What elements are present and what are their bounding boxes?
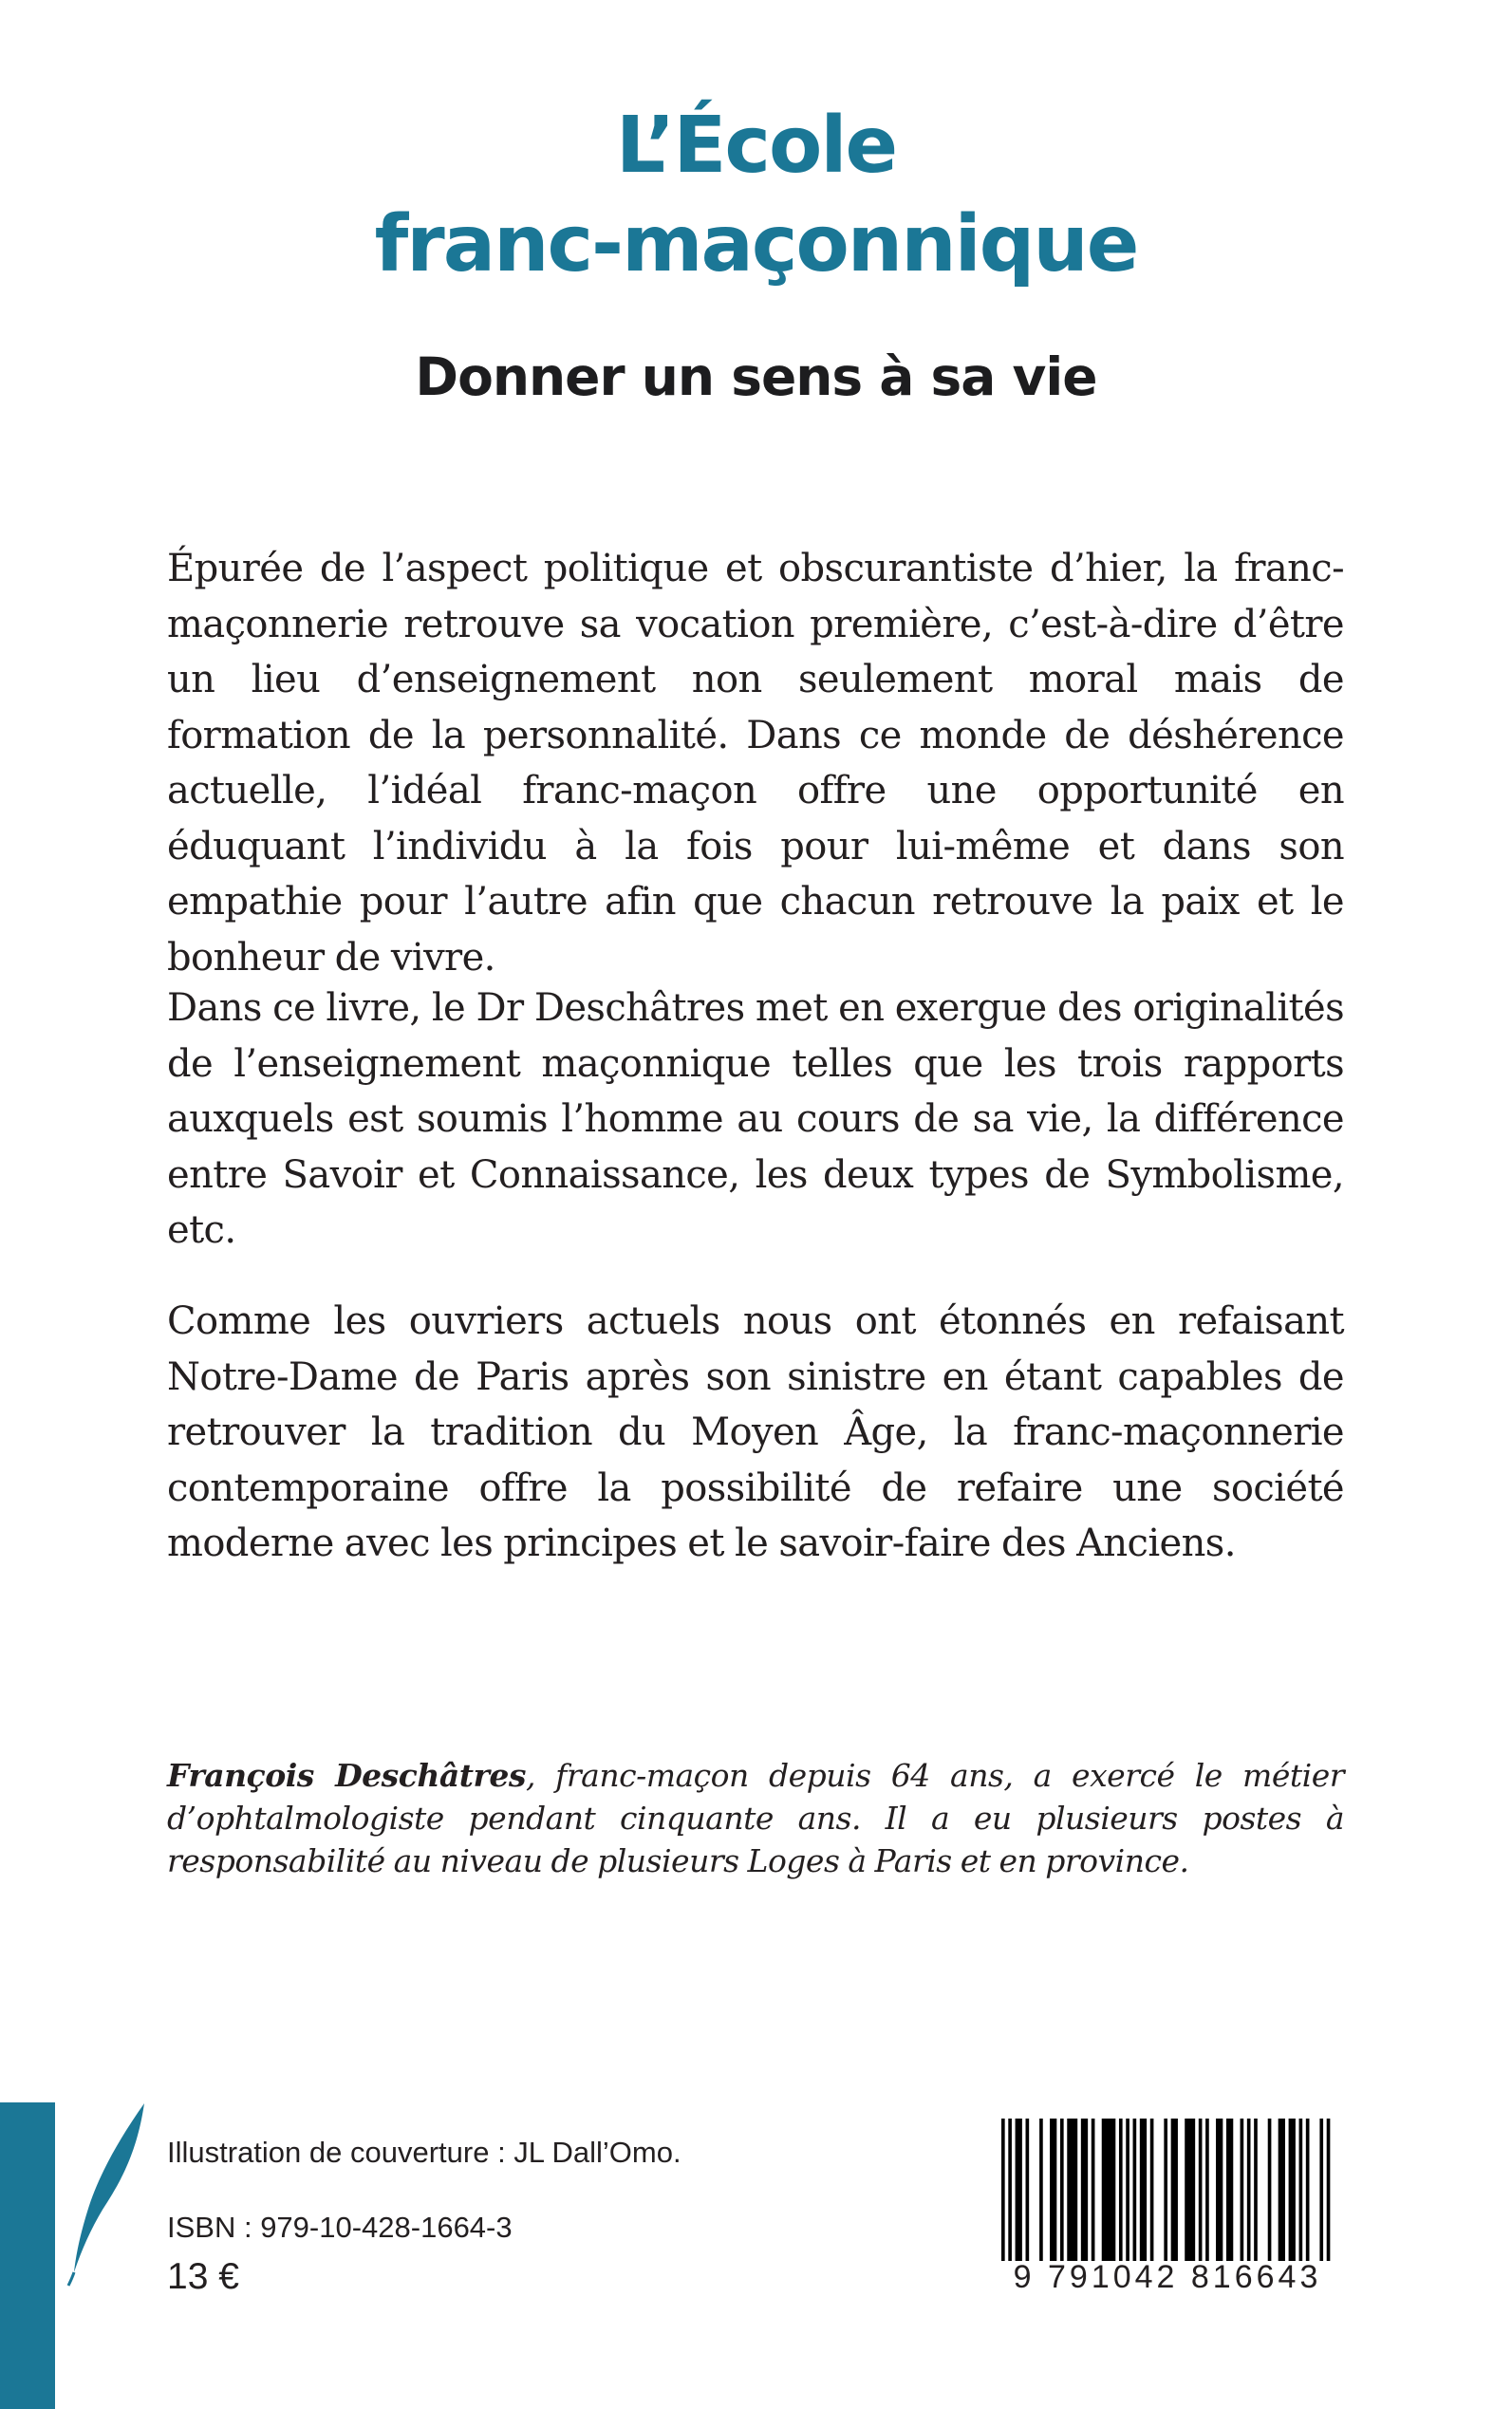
barcode-bar [1126,2119,1129,2261]
barcode-bar [1319,2119,1323,2261]
barcode-bar [1016,2119,1022,2261]
blurb-paragraph-2: Dans ce livre, le Dr Deschâtres met en exergue des originalités de l’enseignement maçonnique telles que les trois rapports auxquels est soumis l’homme au cours de sa vie, la différence entre Savoir et Connaissance, les deux types de Symbolisme, etc. [167,986,1344,1252]
barcode-bar [1299,2119,1303,2261]
barcode-bar [1185,2119,1195,2261]
price-label: 13 € [167,2256,239,2297]
barcode-bar [1081,2119,1088,2261]
barcode-bar [1241,2119,1244,2261]
barcode-bar [1067,2119,1077,2261]
barcode-bar [1205,2119,1209,2261]
author-name: François Deschâtres [167,1757,526,1794]
barcode-bar [1216,2119,1223,2261]
author-bio-text: , franc-maçon depuis 64 ans, a exercé le métier d’ophtalmologiste pendant cinquante ans. Il a eu plusieurs postes à responsabilité au niveau de plusieurs Loges à Paris et en province. [167,1757,1344,1879]
barcode-bar [1279,2119,1285,2261]
barcode-bar [1306,2119,1310,2261]
barcode-bar [1226,2119,1233,2261]
barcode-bar [1164,2119,1167,2261]
barcode-bar [1039,2119,1043,2261]
barcode-bar [1060,2119,1064,2261]
barcode-digits: 9 791042 816643 [1013,2259,1322,2295]
barcode-bars [1001,2119,1334,2261]
barcode-bar [1268,2119,1272,2261]
barcode-bar [1102,2119,1116,2261]
barcode-bar [1001,2119,1005,2261]
barcode-bar [1247,2119,1251,2261]
blurb-paragraph-3: Comme les ouvriers actuels nous ont étonnés en refaisant Notre-Dame de Paris après son sinistre en étant capables de retrouver la tradition du Moyen Âge, la franc-maçonnerie contemporaine offre la possibilité de refaire une société moderne avec les principes et le savoir-faire des Anciens. [167,1299,1344,1565]
illustration-credit: Illustration de couverture : JL Dall’Omo. [167,2136,681,2169]
title-line-2: franc-maçonnique [374,199,1138,289]
barcode-bar [1133,2119,1137,2261]
blurb-paragraph-1: Épurée de l’aspect politique et obscurantiste d’hier, la franc-maçonnerie retrouve sa vocation première, c’est-à-dire d’être un lieu d’enseignement non seulement moral mais de formation de la personnalité. Dans ce monde de déshérence actuelle, l’idéal franc-maçon offre une opportunité en éduquant l’individu à la fois pour lui-même et dans son empathie pour l’autre afin que chacun retrouve la paix et le bonheur de vivre. [167,547,1344,980]
book-title [0,97,1512,294]
author-bio [167,1754,1344,1882]
barcode-bar [1026,2119,1030,2261]
barcode-bar [1327,2119,1331,2261]
book-subtitle: Donner un sens à sa vie [415,346,1097,407]
barcode-bar [1008,2119,1012,2261]
barcode-bar [1092,2119,1095,2261]
barcode-bar [1289,2119,1296,2261]
barcode-bar [1254,2119,1258,2261]
barcode-bar [1199,2119,1203,2261]
isbn-number: ISBN : 979-10-428-1664-3 [167,2211,513,2244]
feather-quill-icon [66,2098,152,2288]
barcode-bar [1150,2119,1154,2261]
accent-sidebar [0,2102,55,2409]
title-line-1: L’École [615,101,897,191]
barcode [1001,2119,1334,2308]
barcode-bar [1050,2119,1056,2261]
barcode-bar [1171,2119,1178,2261]
barcode-bar [1140,2119,1147,2261]
barcode-bar [1119,2119,1123,2261]
